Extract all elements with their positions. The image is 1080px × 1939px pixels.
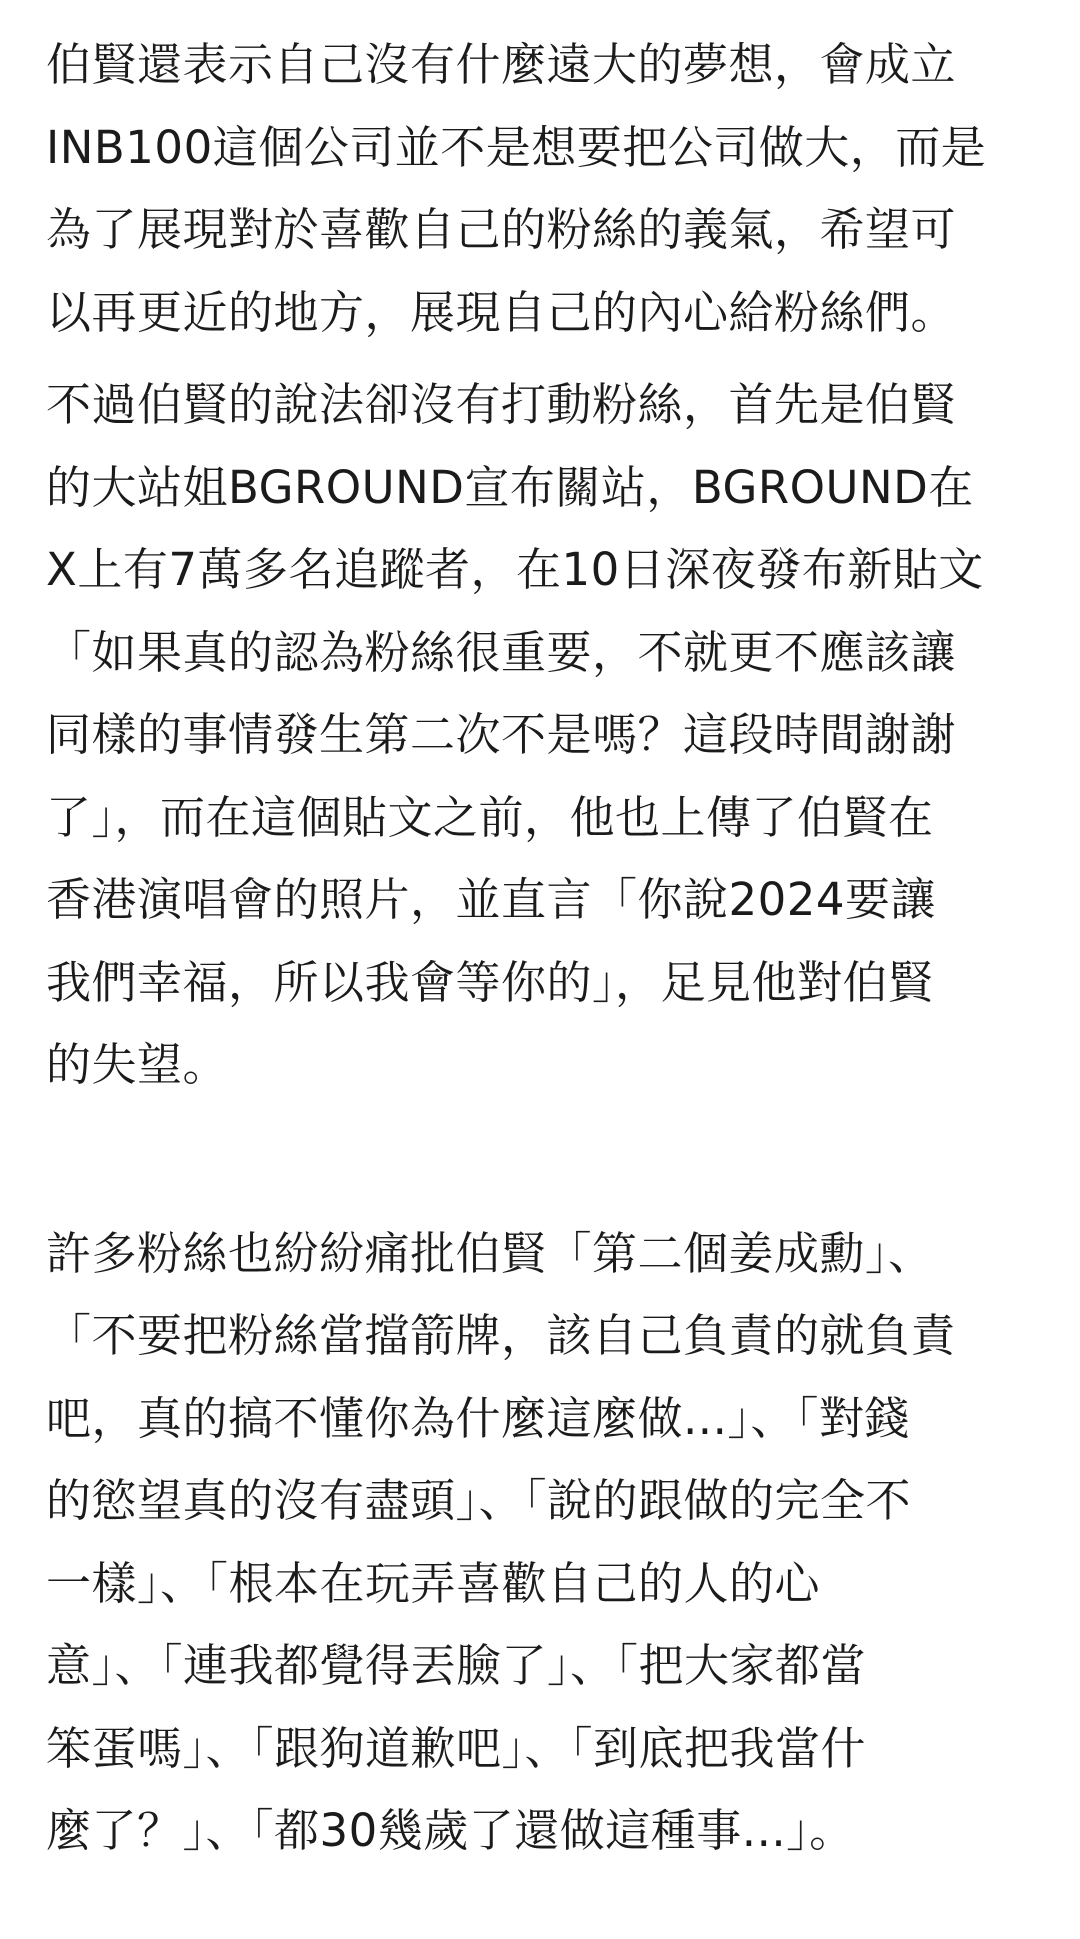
text-line: 「如果真的認為粉絲很重要，不就更不應該讓 <box>46 625 957 679</box>
text-line: 「不要把粉絲當擋箭牌，該自己負責的就負責 <box>46 1309 957 1362</box>
text-line: 一樣」、「根本在玩弄喜歡自己的人的心 <box>46 1556 821 1610</box>
text-line: 吧，真的搞不懂你為什麼這麼做...」、「對錢 <box>46 1391 910 1445</box>
paragraph-spacer <box>46 354 1032 364</box>
text-line: 以再更近的地方，展現自己的內心給粉絲們。 <box>46 285 957 339</box>
text-line: 不過伯賢的說法卻沒有打動粉絲，首先是伯賢 <box>46 378 957 431</box>
text-line: 我們幸福，所以我會等你的」，足見他對伯賢 <box>46 955 934 1009</box>
text-line: 同樣的事情發生第二次不是嗎？這段時間謝謝 <box>46 708 957 761</box>
text-line: 香港演唱會的照片，並直言「你說2024要讓 <box>46 873 937 926</box>
text-line: 笨蛋嗎」、「跟狗道歉吧」、「到底把我當什 <box>46 1721 867 1775</box>
text-line: INB100這個公司並不是想要把公司做大，而是 <box>46 120 987 174</box>
paragraph-fan-criticism <box>46 1213 1032 1873</box>
text-line: 意」、「連我都覺得丟臉了」、「把大家都當 <box>46 1639 867 1692</box>
text-line: 伯賢還表示自己沒有什麼遠大的夢想，會成立 <box>46 38 957 91</box>
text-line: 許多粉絲也紛紛痛批伯賢「第二個姜成勳」、 <box>46 1226 934 1280</box>
text-line: X上有7萬多名追蹤者，在10日深夜發布新貼文 <box>46 543 984 596</box>
text-line: 的慾望真的沒有盡頭」、「說的跟做的完全不 <box>46 1474 912 1527</box>
text-line: 麼了？」、「都30幾歲了還做這種事...」。 <box>46 1804 855 1857</box>
text-line: 的失望。 <box>46 1038 229 1091</box>
paragraph-bground-closure <box>46 364 1032 1107</box>
paragraph-spacer <box>46 1107 1032 1213</box>
text-line: 了」，而在這個貼文之前，他也上傳了伯賢在 <box>46 790 934 844</box>
text-line: 為了展現對於喜歡自己的粉絲的義氣，希望可 <box>46 203 957 256</box>
text-line: 的大站姐BGROUND宣布關站，BGROUND在 <box>46 460 974 514</box>
paragraph-inb100-explanation <box>46 24 1032 354</box>
